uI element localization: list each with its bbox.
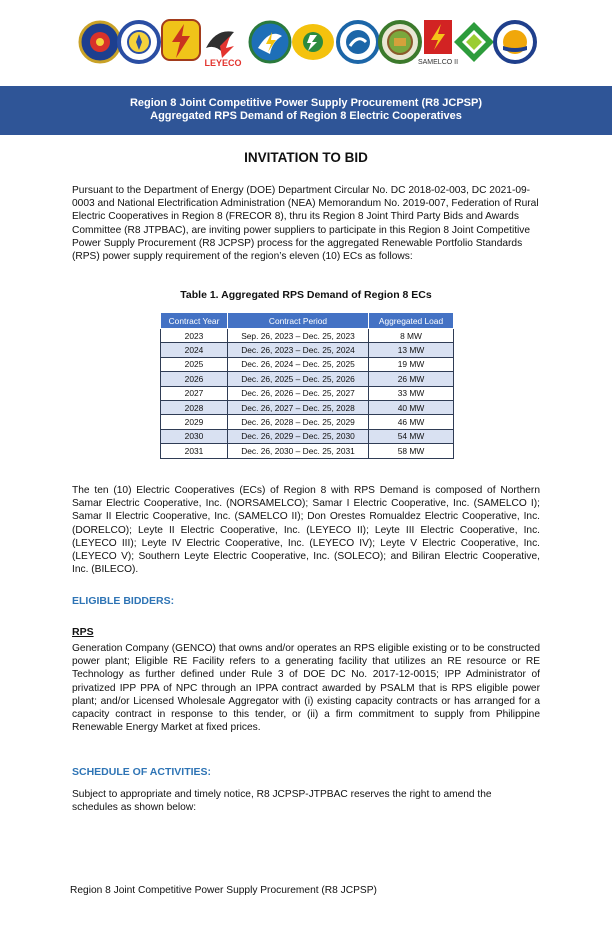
header-banner bbox=[0, 86, 612, 135]
header-aggregated-load: Aggregated Load bbox=[369, 313, 454, 329]
page-footer: Region 8 Joint Competitive Power Supply Procurement (R8 JCPSP) bbox=[70, 885, 377, 896]
cell-year: 2023 bbox=[161, 329, 228, 343]
cell-year: 2024 bbox=[161, 343, 228, 357]
cell-load: 19 MW bbox=[369, 357, 454, 371]
cell-load: 8 MW bbox=[369, 329, 454, 343]
cell-year: 2026 bbox=[161, 372, 228, 386]
cell-year: 2028 bbox=[161, 400, 228, 414]
header-contract-period: Contract Period bbox=[228, 313, 369, 329]
cell-period: Sep. 26, 2023 – Dec. 25, 2023 bbox=[228, 329, 369, 343]
table-row bbox=[161, 357, 454, 371]
cell-year: 2027 bbox=[161, 386, 228, 400]
cell-period: Dec. 26, 2026 – Dec. 25, 2027 bbox=[228, 386, 369, 400]
leyeco-logo-icon bbox=[200, 24, 246, 68]
table-row bbox=[161, 386, 454, 400]
cooperative-seal-1-icon bbox=[78, 20, 122, 64]
eligible-bidders-heading: ELIGIBLE BIDDERS: bbox=[72, 595, 175, 607]
cooperative-seal-3-icon bbox=[160, 16, 202, 64]
cell-year: 2029 bbox=[161, 415, 228, 429]
cooperative-seal-7-icon bbox=[336, 20, 380, 64]
cell-load: 40 MW bbox=[369, 400, 454, 414]
banner-line-1: Region 8 Joint Competitive Power Supply Procurement (R8 JCPSP) bbox=[129, 97, 483, 109]
cell-year: 2030 bbox=[161, 429, 228, 443]
intro-paragraph: Pursuant to the Department of Energy (DOE) Department Circular No. DC 2018-02-003, DC 2021-09-0003 and National Electrification Administration (NEA) Memorandum No. 2019-007, Federation of Rural Electric Cooperatives in Region 8 (FRECOR 8), thru its Region 8 Joint Third Party Bids and Awards Committee (R8 JTPBAC), are inviting power suppliers to participate in this Region 8 Joint Competitive Power Supply Procurement (R8 JCPSP) process for the aggregated Renewable Portfolio Standards (RPS) power supply requirement of the region’s eleven (10) ECs as follows: bbox=[72, 185, 539, 263]
cooperative-seal-5-icon bbox=[248, 20, 292, 64]
table-row bbox=[161, 415, 454, 429]
table-row bbox=[161, 372, 454, 386]
cell-load: 54 MW bbox=[369, 429, 454, 443]
cell-year: 2025 bbox=[161, 357, 228, 371]
header-contract-year: Contract Year bbox=[161, 313, 228, 329]
cell-load: 46 MW bbox=[369, 415, 454, 429]
table-row bbox=[161, 429, 454, 443]
table-row bbox=[161, 343, 454, 357]
cell-period: Dec. 26, 2029 – Dec. 25, 2030 bbox=[228, 429, 369, 443]
samelco-ii-logo-icon bbox=[417, 18, 459, 68]
cooperative-seal-8-icon bbox=[378, 20, 422, 64]
table-row bbox=[161, 400, 454, 414]
cooperative-seal-2-icon bbox=[117, 20, 161, 64]
cell-load: 26 MW bbox=[369, 372, 454, 386]
document-title: INVITATION TO BID bbox=[244, 150, 368, 165]
cooperative-seal-10-icon bbox=[452, 20, 496, 64]
cell-period: Dec. 26, 2028 – Dec. 25, 2029 bbox=[228, 415, 369, 429]
cell-period: Dec. 26, 2024 – Dec. 25, 2025 bbox=[228, 357, 369, 371]
cell-load: 33 MW bbox=[369, 386, 454, 400]
rps-heading: RPS bbox=[72, 626, 94, 638]
cell-load: 13 MW bbox=[369, 343, 454, 357]
svg-text:LEYECO: LEYECO bbox=[204, 58, 242, 68]
cell-period: Dec. 26, 2023 – Dec. 25, 2024 bbox=[228, 343, 369, 357]
cooperative-seal-11-icon bbox=[493, 20, 537, 64]
table-row bbox=[161, 329, 454, 343]
cell-period: Dec. 26, 2027 – Dec. 25, 2028 bbox=[228, 400, 369, 414]
ecs-paragraph: The ten (10) Electric Cooperatives (ECs) of Region 8 with RPS Demand is composed of Northern Samar Electric Cooperative, Inc. (NORSAMELCO); Samar I Electric Cooperative, Inc. (SAMELCO I); Samar II Electric Cooperative, Inc. (SAMELCO II); Don Orestes Romualdez Electric Cooperative, Inc. (DORELCO); Leyte II Electric Cooperative, Inc. (LEYECO II); Leyte III Electric Cooperative, Inc. (LEYECO III); Leyte IV Electric Cooperative, Inc. (LEYECO IV); Leyte V Electric Cooperative, Inc. (LEYECO V); Southern Leyte Electric Cooperative, Inc. (SOLECO); and Biliran Electric Cooperative, Inc. (BILECO). bbox=[72, 485, 540, 576]
schedule-paragraph: Subject to appropriate and timely notice, R8 JCPSP-JTPBAC reserves the right to amend the schedules as shown below: bbox=[72, 789, 492, 814]
svg-text:SAMELCO II: SAMELCO II bbox=[417, 59, 459, 66]
rps-demand-table bbox=[160, 312, 454, 459]
cell-period: Dec. 26, 2030 – Dec. 25, 2031 bbox=[228, 444, 369, 458]
cell-load: 58 MW bbox=[369, 444, 454, 458]
cell-year: 2031 bbox=[161, 444, 228, 458]
table-header-row bbox=[161, 313, 454, 329]
table-caption: Table 1. Aggregated RPS Demand of Region 8 ECs bbox=[180, 289, 432, 301]
schedule-heading: SCHEDULE OF ACTIVITIES: bbox=[72, 766, 212, 778]
logo-row bbox=[0, 14, 612, 72]
table-row bbox=[161, 444, 454, 458]
banner-line-2: Aggregated RPS Demand of Region 8 Electric Cooperatives bbox=[150, 110, 462, 122]
cooperative-seal-6-icon bbox=[290, 22, 336, 62]
rps-paragraph: Generation Company (GENCO) that owns and/or operates an RPS eligible existing or to be constructed power plant; Eligible RE Facility refers to a generating facility that utilizes an RE resource or RE Technology as further defined under Rule 3 of DOE DC No. 2017-12-0015; IPP Administrator of privatized IPP PPA of NPC through an IPPA contract awarded by PSALM that is RPS eligible power plant; and/or Licensed Wholesale Aggregator with (i) existing capacity contracts or has arranged for a capacity contract in response to this tender, or (ii) a firm commitment to supply from Philippine Renewable Energy Market at fixed prices. bbox=[72, 643, 540, 734]
cell-period: Dec. 26, 2025 – Dec. 25, 2026 bbox=[228, 372, 369, 386]
